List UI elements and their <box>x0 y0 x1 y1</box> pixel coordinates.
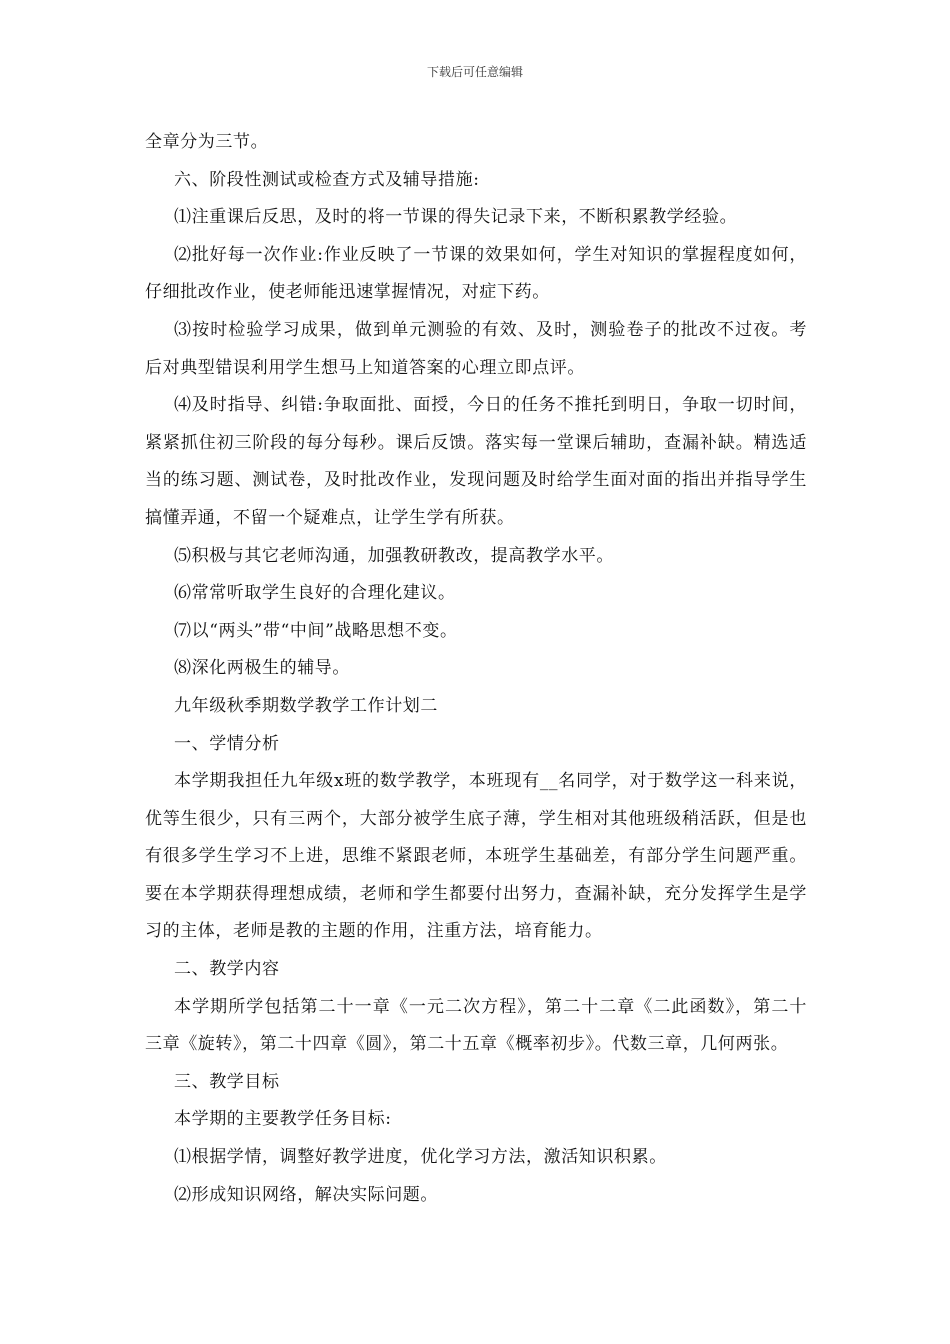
list-item: ⑺以“两头”带“中间”战略思想不变。 <box>174 620 458 641</box>
section-heading: 六、阶段性测试或检查方式及辅导措施: <box>174 169 480 190</box>
list-item: ⑵批好每一次作业:作业反映了一节课的效果如何，学生对知识的掌握程度如何，仔细批改作业，使老师能迅速掌握情况，对症下药。 <box>145 244 807 303</box>
paragraph: 本学期所学包括第二十一章《一元二次方程》，第二十二章《二此函数》，第二十三章《旋转》，第二十四章《圆》，第二十五章《概率初步》。代数三章，几何两张。 <box>145 996 807 1055</box>
list-item: ⑴注重课后反思，及时的将一节课的得失记录下来，不断积累教学经验。 <box>174 207 738 228</box>
document-body <box>145 124 807 1214</box>
document-title: 九年级秋季期数学教学工作计划二 <box>174 695 438 716</box>
list-item: ⑶按时检验学习成果，做到单元测验的有效、及时，测验卷子的批改不过夜。考后对典型错误利用学生想马上知道答案的心理立即点评。 <box>145 319 807 378</box>
list-item: ⑸积极与其它老师沟通，加强教研教改，提高教学水平。 <box>174 545 614 566</box>
list-item: ⑻深化两极生的辅导。 <box>174 658 350 679</box>
paragraph: 全章分为三节。 <box>145 132 269 152</box>
list-item: ⑷及时指导、纠错:争取面批、面授，今日的任务不推托到明日，争取一切时间，紧紧抓住初三阶段的每分每秒。课后反馈。落实每一堂课后辅助，查漏补缺。精选适当的练习题、测试卷，及时批改作业，发现问题及时给学生面对面的指出并指导学生搞懂弄通，不留一个疑难点，让学生学有所获。 <box>145 395 807 528</box>
list-item: ⑴根据学情，调整好教学进度，优化学习方法，激活知识积累。 <box>174 1147 667 1168</box>
paragraph: 本学期的主要教学任务目标: <box>174 1109 392 1130</box>
section-heading: 一、学情分析 <box>174 733 280 754</box>
page-header: 下载后可任意编辑 <box>426 65 523 79</box>
list-item: ⑹常常听取学生良好的合理化建议。 <box>174 583 456 604</box>
section-heading: 二、教学内容 <box>174 959 280 980</box>
paragraph: 本学期我担任九年级x班的数学教学，本班现有__名同学，对于数学这一科来说，优等生很少，只有三两个，大部分被学生底子薄，学生相对其他班级稍活跃，但是也有很多学生学习不上进，思维不紧跟老师，本班学生基础差，有部分学生问题严重。要在本学期获得理想成绩，老师和学生都要付出努力，查漏补缺，充分发挥学生是学习的主体，老师是教的主题的作用，注重方法，培育能力。 <box>145 771 807 942</box>
section-heading: 三、教学目标 <box>174 1071 280 1092</box>
list-item: ⑵形成知识网络，解决实际问题。 <box>174 1184 438 1205</box>
